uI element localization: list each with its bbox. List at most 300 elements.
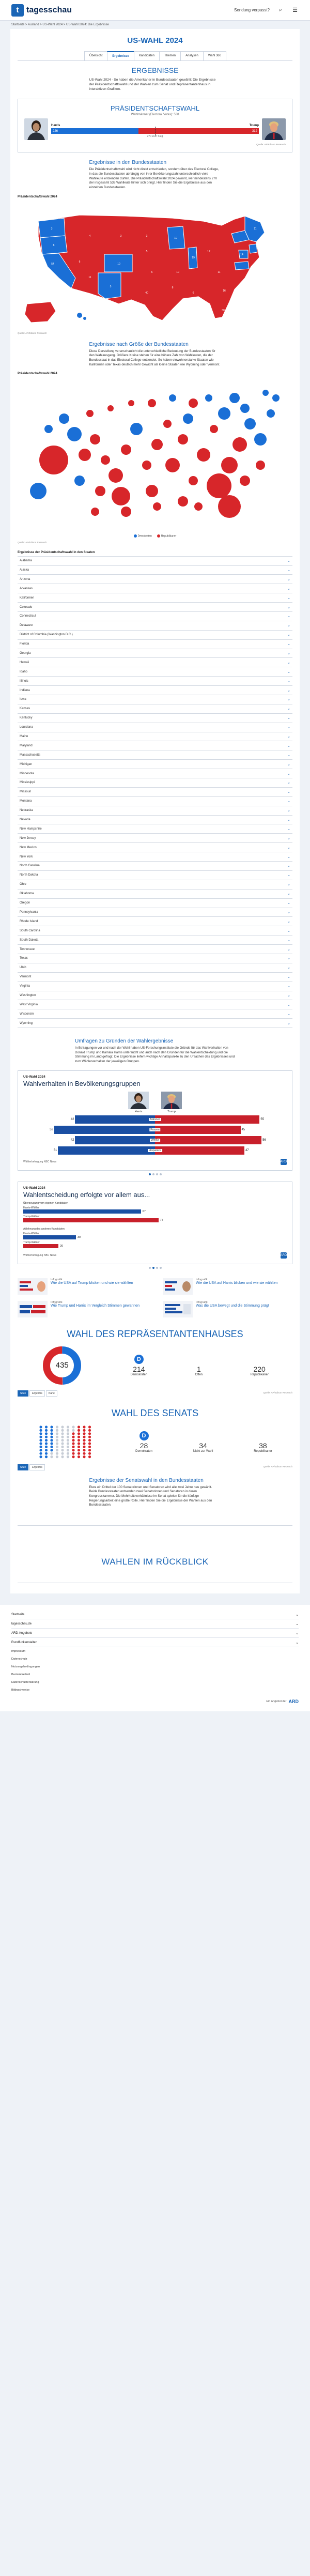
- state-row[interactable]: [18, 806, 292, 816]
- dem-candidate-name: Harris: [51, 124, 60, 128]
- svg-text:11: 11: [88, 275, 91, 279]
- tab-topics[interactable]: Themen: [159, 51, 181, 60]
- svg-text:8: 8: [172, 286, 174, 289]
- state-row[interactable]: [18, 566, 292, 575]
- footer-tagesschau[interactable]: tagesschau.de: [11, 1622, 32, 1626]
- state-bubble[interactable]: [30, 483, 47, 499]
- voter-group: Harris-Wähler: [23, 1232, 39, 1235]
- state-row[interactable]: [18, 852, 292, 862]
- majority-label: 270 zum Sieg: [147, 135, 163, 139]
- state-row[interactable]: [18, 612, 292, 621]
- state-bubble[interactable]: [109, 468, 123, 483]
- senate-seat: [67, 1425, 69, 1428]
- state-bubble[interactable]: [107, 405, 114, 411]
- svg-text:5: 5: [146, 250, 148, 253]
- state-name: Nevada: [20, 818, 30, 822]
- state-row[interactable]: [18, 658, 292, 667]
- footer-broadcasters[interactable]: Rundfunkanstalten: [11, 1640, 38, 1644]
- state-row[interactable]: [18, 834, 292, 843]
- state-row[interactable]: [18, 750, 292, 760]
- senate-seat: [72, 1449, 75, 1451]
- rep-bar: [155, 1115, 259, 1124]
- senate-seat: [72, 1446, 75, 1448]
- state-bubble[interactable]: [262, 390, 269, 396]
- state-name: Oregon: [20, 901, 30, 905]
- poll1-row: [23, 1146, 287, 1155]
- chevron-down-icon: ⌄: [287, 1003, 290, 1007]
- menu-icon[interactable]: ☰: [292, 7, 298, 13]
- state-row[interactable]: [18, 640, 292, 649]
- state-name: West Virginia: [20, 1003, 38, 1006]
- chevron-down-icon: ⌄: [287, 642, 290, 647]
- review-heading: WAHLEN IM RÜCKBLICK: [101, 1557, 209, 1567]
- state-row[interactable]: [18, 890, 292, 899]
- chevron-down-icon: ⌄: [287, 975, 290, 979]
- svg-text:10: 10: [174, 236, 177, 240]
- senate-tab-seats[interactable]: Sitze: [18, 1464, 28, 1470]
- state-name: Florida: [20, 642, 29, 646]
- state-bubble[interactable]: [91, 508, 99, 516]
- state-row[interactable]: [18, 557, 292, 566]
- senate-seat: [45, 1429, 48, 1432]
- state-name: Alaska: [20, 568, 29, 572]
- senate-other-label: Nicht zur Wahl: [193, 1449, 213, 1453]
- senate-rep-label: Republikaner: [254, 1449, 272, 1453]
- state-bubble[interactable]: [130, 423, 143, 435]
- state-name: Arizona: [20, 577, 30, 581]
- house-results: [18, 1345, 292, 1386]
- state-row[interactable]: [18, 926, 292, 936]
- senate-seat: [78, 1432, 80, 1435]
- senate-seat: [67, 1439, 69, 1442]
- state-row[interactable]: [18, 1000, 292, 1009]
- tile-title[interactable]: Wie Trump und Harris im Vergleich Stimmen gewannen: [51, 1304, 140, 1308]
- state-row[interactable]: [18, 871, 292, 880]
- state-row[interactable]: [18, 714, 292, 723]
- state-row[interactable]: [18, 741, 292, 750]
- search-icon[interactable]: ⌕: [278, 7, 283, 13]
- house-tab-map[interactable]: Karte: [46, 1390, 57, 1397]
- state-bubble[interactable]: [86, 410, 94, 417]
- state-bubble[interactable]: [205, 394, 212, 402]
- dem-ev-segment: [51, 128, 138, 134]
- dem-value: 42: [70, 1138, 74, 1142]
- house-tab-result[interactable]: Ergebnis: [29, 1390, 45, 1397]
- state-row[interactable]: [18, 788, 292, 797]
- svg-text:8: 8: [53, 243, 55, 247]
- us-results-map[interactable]: [18, 201, 286, 329]
- bubble-label: Präsidentschaftswahl 2024: [18, 372, 57, 376]
- group-label: Weiße: [151, 1138, 159, 1142]
- house-tab-seats[interactable]: Sitze: [18, 1390, 28, 1397]
- state-bubble[interactable]: [112, 487, 130, 505]
- chevron-down-icon: ⌄: [287, 698, 290, 702]
- bubble-legend: [18, 534, 292, 538]
- state-bubble[interactable]: [163, 420, 172, 428]
- carousel-dots-1[interactable]: [18, 1173, 292, 1175]
- senate-dem-label: Demokraten: [135, 1449, 152, 1453]
- state-bubble[interactable]: [101, 455, 110, 465]
- tagesschau-logo-mark[interactable]: t: [11, 4, 24, 17]
- tile-title[interactable]: Wie die USA auf Trump blicken und wie sie wählten: [51, 1281, 133, 1285]
- house-view-tabs: [18, 1390, 57, 1397]
- tile-kicker: Infografik: [196, 1278, 208, 1281]
- tab-analyses[interactable]: Analysen: [180, 51, 204, 60]
- tile-title[interactable]: Was die USA bewegt und die Stimmung prägt: [196, 1304, 269, 1308]
- house-total: 435: [55, 1361, 69, 1370]
- presidential-card: [18, 99, 292, 152]
- rep-bar: [155, 1126, 241, 1134]
- poll2-value: 77: [160, 1218, 163, 1222]
- state-name: Georgia: [20, 652, 31, 655]
- state-name: Oklahoma: [20, 892, 34, 896]
- poll2-bar: [23, 1235, 76, 1239]
- tab-wahl-360[interactable]: Wahl 360: [203, 51, 226, 60]
- rep-side: [155, 1126, 287, 1134]
- state-bubble[interactable]: [240, 476, 250, 486]
- state-row[interactable]: [18, 880, 292, 890]
- senate-seat: [88, 1442, 91, 1445]
- state-bubble[interactable]: [165, 458, 180, 472]
- dem-ev-count: 226: [53, 129, 58, 133]
- state-bubble[interactable]: [67, 427, 82, 441]
- state-row[interactable]: [18, 621, 292, 631]
- state-row[interactable]: [18, 917, 292, 926]
- state-name: Illinois: [20, 679, 28, 683]
- senate-seat: [56, 1429, 58, 1432]
- carousel-dots-2[interactable]: [18, 1267, 292, 1269]
- poll2-heading: Wahlentscheidung erfolgte vor allem aus...: [23, 1190, 150, 1199]
- breadcrumb[interactable]: Startseite > Ausland > US-Wahl 2024 > US-Wahl 2024: Die Ergebnisse: [11, 23, 109, 26]
- svg-text:16: 16: [223, 289, 226, 293]
- chevron-down-icon: ⌄: [287, 726, 290, 730]
- state-row[interactable]: [18, 843, 292, 852]
- footer-row-home[interactable]: [11, 1610, 299, 1619]
- senate-seat: [61, 1455, 64, 1458]
- senate-seat: [78, 1452, 80, 1454]
- state-bubble[interactable]: [169, 394, 176, 402]
- chevron-down-icon: ⌄: [287, 568, 290, 572]
- senate-seat: [78, 1429, 80, 1432]
- state-bubble[interactable]: [183, 413, 193, 424]
- state-bubble[interactable]: [178, 434, 188, 444]
- state-row[interactable]: [18, 584, 292, 593]
- poll2-value: 67: [142, 1209, 146, 1213]
- chevron-down-icon: ⌄: [287, 883, 290, 887]
- senate-seat: [88, 1452, 91, 1454]
- state-bubble[interactable]: [90, 434, 100, 444]
- footer-privacy[interactable]: Datenschutz: [11, 1657, 27, 1661]
- state-row[interactable]: [18, 603, 292, 612]
- svg-text:11: 11: [254, 227, 257, 231]
- footer-home[interactable]: Startseite: [11, 1613, 25, 1616]
- senate-seat: [40, 1449, 42, 1451]
- tagesschau-logo-text[interactable]: tagesschau: [26, 5, 72, 14]
- footer-row-broadcasters[interactable]: [11, 1638, 299, 1647]
- house-other-label: Offen: [195, 1373, 203, 1376]
- group-label: Männer: [150, 1117, 160, 1121]
- state-bubble[interactable]: [153, 502, 161, 511]
- state-row[interactable]: [18, 936, 292, 945]
- state-name: Massachusetts: [20, 753, 41, 757]
- tab-results[interactable]: Ergebnisse: [107, 51, 134, 60]
- senate-dem-seats: 28: [140, 1441, 148, 1450]
- state-row[interactable]: [18, 973, 292, 982]
- map-label: Präsidentschaftswahl 2024: [18, 195, 57, 198]
- senate-other-seats: 34: [199, 1441, 207, 1450]
- state-bubble[interactable]: [74, 476, 85, 486]
- rep-ev-segment: [138, 128, 259, 134]
- state-bubble[interactable]: [142, 461, 151, 470]
- surveys-heading: Umfragen zu Gründen der Wahlergebnisse: [75, 1038, 174, 1045]
- senate-tab-result[interactable]: Ergebnis: [29, 1464, 45, 1470]
- poll1-candidates: [23, 1092, 287, 1113]
- senate-seat: [45, 1452, 48, 1454]
- chevron-down-icon: ⌄: [287, 809, 290, 813]
- state-row[interactable]: [18, 816, 292, 825]
- majority-line: [155, 127, 156, 135]
- tile-comparison[interactable]: [18, 1301, 147, 1317]
- chevron-down-icon: ⌄: [287, 818, 290, 822]
- state-bubble[interactable]: [267, 409, 275, 418]
- state-name: Mississippi: [20, 781, 35, 785]
- state-row[interactable]: [18, 695, 292, 704]
- footer-brand-note: Ein Angebot der: [266, 1700, 287, 1704]
- state-row[interactable]: [18, 899, 292, 908]
- poll1-footer: [23, 1159, 287, 1165]
- poll2-bar: [23, 1218, 159, 1222]
- chevron-down-icon: ⌄: [296, 1622, 299, 1626]
- senate-seat: [40, 1425, 42, 1428]
- state-bubble[interactable]: [128, 400, 134, 406]
- footer-accessibility[interactable]: Barrierefreiheit: [11, 1673, 30, 1676]
- harris-photo: [24, 118, 48, 140]
- footer-brand: [11, 1699, 299, 1704]
- state-name: Montana: [20, 800, 32, 803]
- group-label: Hispanics: [149, 1148, 161, 1152]
- presidential-row: [24, 118, 286, 140]
- state-bubble[interactable]: [272, 394, 280, 402]
- state-row[interactable]: [18, 575, 292, 584]
- tile-kicker: Infografik: [196, 1300, 208, 1304]
- ard-logo[interactable]: ARD: [288, 1699, 299, 1705]
- state-bubble[interactable]: [244, 418, 256, 430]
- svg-text:11: 11: [218, 270, 221, 274]
- senate-seat: [78, 1425, 80, 1428]
- senate-seat: [51, 1449, 53, 1451]
- senate-dem-stat: [135, 1431, 152, 1453]
- state-bubble[interactable]: [218, 407, 230, 420]
- state-row[interactable]: [18, 862, 292, 871]
- house-other-seats: 1: [196, 1364, 201, 1373]
- footer-row-ard[interactable]: [11, 1629, 299, 1638]
- surveys-text: In Befragungen vor und nach der Wahl haben US-Forschungsinstitute die Gründe für das Wahlverhalten von Donald Trump und Kamala Harris untersucht und auch nach den Gründen für die Wahlentscheidung und die Stimmung im Land gefragt. Die Ergebnisse liefern wichtige Anhaltspunkte zu den Ursachen des Ergebnisses und zum Wählerverhalten der jeweiligen Gruppen.: [75, 1046, 235, 1064]
- state-name: South Dakota: [20, 938, 39, 942]
- state-row[interactable]: [18, 686, 292, 695]
- state-name: Utah: [20, 966, 26, 970]
- state-bubble[interactable]: [207, 473, 231, 498]
- state-name: Kalifornien: [20, 596, 35, 600]
- senate-seat: [61, 1435, 64, 1438]
- state-bubble[interactable]: [148, 399, 156, 407]
- electoral-vote-bar: [51, 128, 259, 134]
- footer-ard[interactable]: ARD-Angebote: [11, 1631, 33, 1635]
- state-row[interactable]: [18, 991, 292, 1001]
- chevron-down-icon: ⌄: [287, 615, 290, 619]
- poll1-kicker: US-Wahl 2024: [23, 1075, 45, 1079]
- senate-seat: [45, 1439, 48, 1442]
- state-bubble[interactable]: [197, 448, 210, 462]
- state-name: Pennsylvania: [20, 910, 38, 914]
- state-name: Vermont: [20, 975, 32, 979]
- tile-title[interactable]: Wie die USA auf Harris blicken und wie sie wählten: [196, 1281, 278, 1285]
- state-name: Maine: [20, 735, 28, 739]
- senate-seat: [88, 1429, 91, 1432]
- state-name: North Dakota: [20, 873, 38, 877]
- state-name: Maryland: [20, 744, 33, 747]
- state-bubble[interactable]: [79, 449, 91, 461]
- state-row[interactable]: [18, 667, 292, 677]
- state-name: Indiana: [20, 688, 30, 692]
- chevron-down-icon: ⌄: [287, 633, 290, 637]
- senate-seat: [88, 1439, 91, 1442]
- senate-seat: [72, 1439, 75, 1442]
- state-row[interactable]: [18, 631, 292, 640]
- state-bubble[interactable]: [194, 502, 203, 511]
- section-tabs: [18, 51, 292, 61]
- tile-harris-view[interactable]: [163, 1278, 292, 1295]
- state-name: Iowa: [20, 698, 26, 701]
- state-name: Virginia: [20, 985, 30, 988]
- state-name: South Carolina: [20, 929, 40, 932]
- senate-seat: [56, 1432, 58, 1435]
- rep-bar: [155, 1146, 244, 1155]
- state-row[interactable]: [18, 677, 292, 686]
- chevron-down-icon: ⌄: [287, 716, 290, 720]
- state-row[interactable]: [18, 723, 292, 732]
- state-row[interactable]: [18, 649, 292, 658]
- democrat-logo-icon: D: [140, 1431, 149, 1440]
- state-bubble[interactable]: [59, 413, 69, 424]
- chevron-down-icon: ⌄: [287, 966, 290, 970]
- state-bubble[interactable]: [218, 495, 241, 518]
- state-bubble[interactable]: [178, 496, 188, 507]
- state-name: North Carolina: [20, 864, 40, 868]
- chevron-down-icon: ⌄: [287, 901, 290, 906]
- footer-image-credits[interactable]: Bildnachweise: [11, 1688, 30, 1692]
- chevron-down-icon: ⌄: [287, 790, 290, 794]
- footer-row-tagesschau[interactable]: [11, 1619, 299, 1629]
- state-row[interactable]: [18, 1009, 292, 1019]
- group-label: Frauen: [150, 1128, 160, 1131]
- state-row[interactable]: [18, 982, 292, 991]
- svg-text:19: 19: [192, 256, 195, 259]
- poll2-row: [23, 1241, 287, 1248]
- state-bubble[interactable]: [189, 398, 198, 408]
- state-bubble[interactable]: [240, 404, 250, 413]
- bubble-chart[interactable]: [18, 377, 286, 532]
- state-bubble[interactable]: [39, 446, 68, 474]
- tab-candidates[interactable]: Kandidaten: [134, 51, 160, 60]
- footer-impressum[interactable]: Impressum: [11, 1649, 26, 1653]
- state-row[interactable]: [18, 593, 292, 603]
- state-row[interactable]: [18, 824, 292, 834]
- state-row[interactable]: [18, 945, 292, 954]
- senate-seat: [56, 1425, 58, 1428]
- senate-seat: [56, 1442, 58, 1445]
- svg-text:17: 17: [207, 250, 210, 253]
- state-bubble[interactable]: [146, 485, 158, 497]
- state-bubble[interactable]: [151, 439, 163, 450]
- presidential-bar-area: [48, 124, 262, 140]
- state-bubble[interactable]: [121, 444, 131, 455]
- poll2-row: [23, 1215, 287, 1222]
- senate-seat: [51, 1442, 53, 1445]
- tab-overview[interactable]: Übersicht: [84, 51, 107, 60]
- svg-text:3: 3: [51, 227, 53, 231]
- poll2-value: 20: [60, 1244, 64, 1248]
- state-name: Michigan: [20, 762, 33, 766]
- state-row[interactable]: [18, 769, 292, 778]
- chevron-down-icon: ⌄: [287, 864, 290, 868]
- poll2-bar-track: [23, 1218, 287, 1222]
- senate-seat: [83, 1452, 86, 1454]
- state-row[interactable]: [18, 797, 292, 806]
- state-bubble[interactable]: [233, 437, 247, 452]
- state-bubble[interactable]: [44, 425, 53, 433]
- state-name: Arkansas: [20, 587, 33, 590]
- state-row[interactable]: [18, 732, 292, 742]
- tile-trump-view[interactable]: [18, 1278, 147, 1295]
- state-bubble[interactable]: [210, 425, 218, 433]
- poll2-group-title: Ablehnung des anderen Kandidaten: [23, 1227, 65, 1231]
- state-name: District of Columbia (Washington D.C.): [20, 633, 73, 637]
- state-bubble[interactable]: [95, 486, 105, 496]
- state-bubble[interactable]: [221, 457, 238, 473]
- state-row[interactable]: [18, 760, 292, 769]
- senate-seat: [88, 1435, 91, 1438]
- state-name: Connecticut: [20, 615, 36, 618]
- chevron-down-icon: ⌄: [287, 735, 290, 739]
- state-row[interactable]: [18, 704, 292, 714]
- footer-terms[interactable]: Nutzungsbedingungen: [11, 1665, 40, 1668]
- chevron-down-icon: ⌄: [287, 652, 290, 655]
- state-row[interactable]: [18, 963, 292, 973]
- state-row[interactable]: [18, 908, 292, 917]
- chevron-down-icon: ⌄: [287, 800, 290, 804]
- state-bubble[interactable]: [229, 393, 240, 403]
- state-row[interactable]: [18, 954, 292, 963]
- svg-text:10: 10: [117, 262, 120, 266]
- state-bubble[interactable]: [256, 461, 265, 470]
- footer-privacy-statement[interactable]: Datenschutzerklärung: [11, 1680, 39, 1684]
- state-row[interactable]: [18, 1019, 292, 1028]
- senate-seat: [78, 1435, 80, 1438]
- legend-dem-label: Demokraten: [137, 534, 152, 538]
- state-bubble[interactable]: [254, 433, 267, 446]
- dem-side: [23, 1126, 155, 1134]
- tile-mood[interactable]: [163, 1301, 292, 1317]
- senate-seat: [67, 1442, 69, 1445]
- state-bubble[interactable]: [121, 507, 131, 517]
- state-row[interactable]: [18, 778, 292, 788]
- infographic-tiles: [18, 1278, 292, 1317]
- senate-rep-seats: 38: [259, 1441, 267, 1450]
- missed-show-link[interactable]: Sendung verpasst?: [234, 8, 270, 12]
- state-bubble[interactable]: [189, 476, 198, 485]
- chevron-down-icon: ⌄: [287, 938, 290, 942]
- house-heading: WAHL DES REPRÄSENTANTENHAUSES: [67, 1328, 243, 1339]
